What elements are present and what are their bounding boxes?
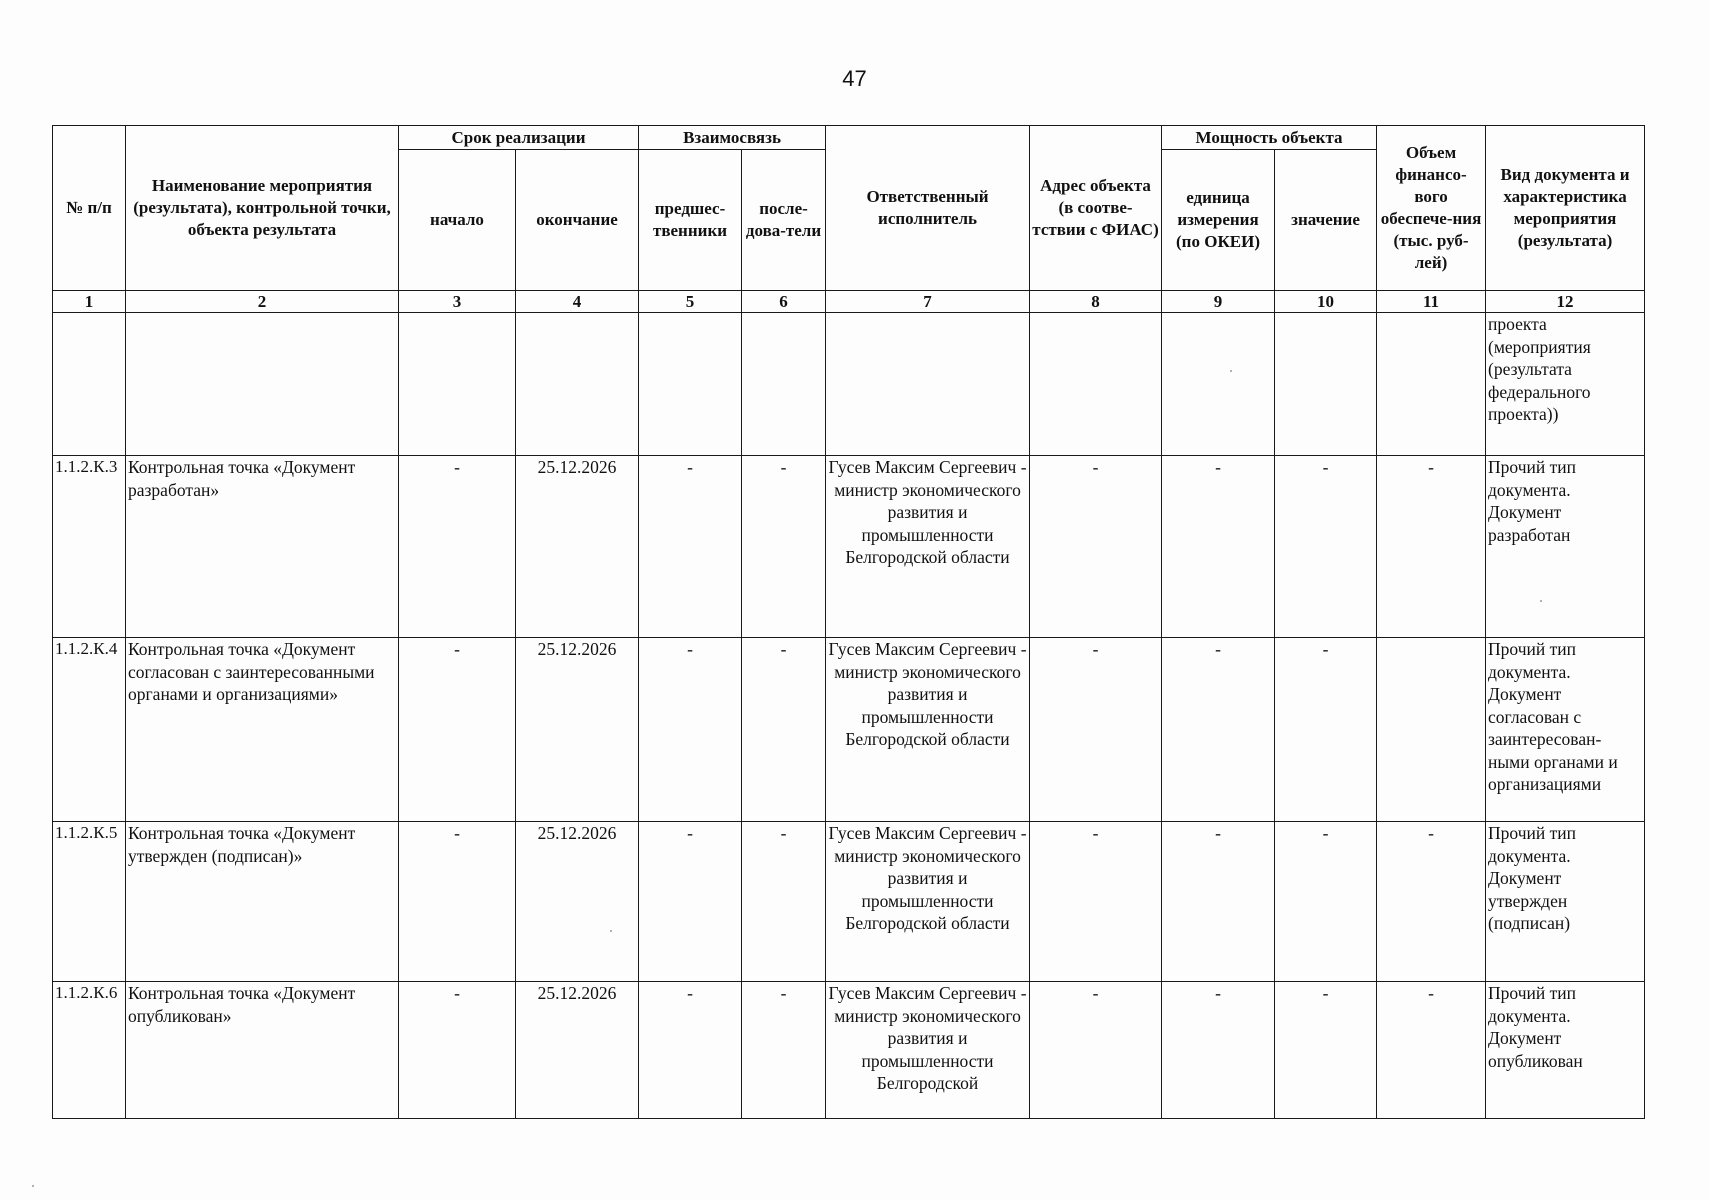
row-name	[126, 313, 399, 456]
column-number: 10	[1275, 291, 1377, 313]
column-number: 2	[126, 291, 399, 313]
row-unit: -	[1162, 982, 1275, 1119]
row-document: Прочий тип документа. Документ согласован с заинтересован-ными органами и организациями	[1486, 638, 1645, 822]
row-end: 25.12.2026	[516, 456, 639, 638]
header-number: № п/п	[53, 126, 126, 291]
row-finance	[1377, 638, 1486, 822]
table-row	[53, 982, 1645, 1119]
row-value	[1275, 313, 1377, 456]
row-finance: -	[1377, 982, 1486, 1119]
row-unit: -	[1162, 822, 1275, 982]
row-name: Контрольная точка «Документ разработан»	[126, 456, 399, 638]
scan-speck	[1230, 370, 1232, 372]
row-start	[399, 313, 516, 456]
table-row	[53, 313, 1645, 456]
header-predecessors: предшес-твенники	[639, 150, 742, 291]
scan-speck	[32, 1185, 34, 1187]
row-successors: -	[742, 982, 826, 1119]
row-id: 1.1.2.К.3	[53, 456, 126, 638]
row-responsible: Гусев Максим Сергеевич - министр экономического развития и промышленности Белгородской области	[826, 638, 1030, 822]
row-value: -	[1275, 982, 1377, 1119]
activities-table	[52, 125, 1645, 1119]
row-successors	[742, 313, 826, 456]
row-start: -	[399, 982, 516, 1119]
table-row	[53, 822, 1645, 982]
row-finance: -	[1377, 456, 1486, 638]
row-id: 1.1.2.К.4	[53, 638, 126, 822]
row-start: -	[399, 638, 516, 822]
row-start: -	[399, 456, 516, 638]
header-link-group: Взаимосвязь	[639, 126, 826, 150]
column-number: 5	[639, 291, 742, 313]
row-finance	[1377, 313, 1486, 456]
row-successors: -	[742, 456, 826, 638]
row-id: 1.1.2.К.5	[53, 822, 126, 982]
column-number: 1	[53, 291, 126, 313]
header-document: Вид документа и характеристика мероприятия (результата)	[1486, 126, 1645, 291]
row-address: -	[1030, 456, 1162, 638]
row-end	[516, 313, 639, 456]
header-power-group: Мощность объекта	[1162, 126, 1377, 150]
header-start: начало	[399, 150, 516, 291]
row-name: Контрольная точка «Документ утвержден (подписан)»	[126, 822, 399, 982]
row-document: проекта (мероприятия (результата федерального проекта))	[1486, 313, 1645, 456]
page-number: 47	[842, 66, 867, 91]
row-address: -	[1030, 638, 1162, 822]
row-responsible: Гусев Максим Сергеевич - министр экономического развития и промышленности Белгородской	[826, 982, 1030, 1119]
row-address	[1030, 313, 1162, 456]
scan-speck	[610, 930, 612, 932]
column-number: 4	[516, 291, 639, 313]
header-term-group: Срок реализации	[399, 126, 639, 150]
header-unit: единица измерения (по ОКЕИ)	[1162, 150, 1275, 291]
column-number: 9	[1162, 291, 1275, 313]
header-end: окончание	[516, 150, 639, 291]
header-name: Наименование мероприятия (результата), контрольной точки, объекта результата	[126, 126, 399, 291]
row-document: Прочий тип документа. Документ разработан	[1486, 456, 1645, 638]
row-responsible	[826, 313, 1030, 456]
row-name: Контрольная точка «Документ согласован с заинтересованными органами и организациями»	[126, 638, 399, 822]
row-document: Прочий тип документа. Документ опубликован	[1486, 982, 1645, 1119]
row-value: -	[1275, 638, 1377, 822]
row-successors: -	[742, 822, 826, 982]
header-value: значение	[1275, 150, 1377, 291]
column-number: 8	[1030, 291, 1162, 313]
row-predecessors: -	[639, 638, 742, 822]
row-responsible: Гусев Максим Сергеевич - министр экономического развития и промышленности Белгородской области	[826, 822, 1030, 982]
row-predecessors: -	[639, 982, 742, 1119]
row-end: 25.12.2026	[516, 982, 639, 1119]
row-predecessors: -	[639, 456, 742, 638]
column-number: 3	[399, 291, 516, 313]
column-number: 6	[742, 291, 826, 313]
row-value: -	[1275, 822, 1377, 982]
row-finance: -	[1377, 822, 1486, 982]
row-unit: -	[1162, 638, 1275, 822]
table-row	[53, 456, 1645, 638]
header-responsible: Ответственный исполнитель	[826, 126, 1030, 291]
column-number: 7	[826, 291, 1030, 313]
row-predecessors	[639, 313, 742, 456]
row-id: 1.1.2.К.6	[53, 982, 126, 1119]
row-predecessors: -	[639, 822, 742, 982]
row-successors: -	[742, 638, 826, 822]
row-end: 25.12.2026	[516, 638, 639, 822]
row-id	[53, 313, 126, 456]
scan-speck	[1540, 600, 1542, 602]
header-finance: Объем финансо-вого обеспече-ния (тыс. руб-лей)	[1377, 126, 1486, 291]
row-start: -	[399, 822, 516, 982]
row-end: 25.12.2026	[516, 822, 639, 982]
row-document: Прочий тип документа. Документ утвержден (подписан)	[1486, 822, 1645, 982]
header-address: Адрес объекта (в соотве-тствии с ФИАС)	[1030, 126, 1162, 291]
column-number-row	[53, 291, 1645, 313]
row-address: -	[1030, 822, 1162, 982]
column-number: 12	[1486, 291, 1645, 313]
row-unit	[1162, 313, 1275, 456]
row-unit: -	[1162, 456, 1275, 638]
row-name: Контрольная точка «Документ опубликован»	[126, 982, 399, 1119]
row-responsible: Гусев Максим Сергеевич - министр экономического развития и промышленности Белгородской области	[826, 456, 1030, 638]
table-row	[53, 638, 1645, 822]
column-number: 11	[1377, 291, 1486, 313]
row-address: -	[1030, 982, 1162, 1119]
row-value: -	[1275, 456, 1377, 638]
header-successors: после-дова-тели	[742, 150, 826, 291]
